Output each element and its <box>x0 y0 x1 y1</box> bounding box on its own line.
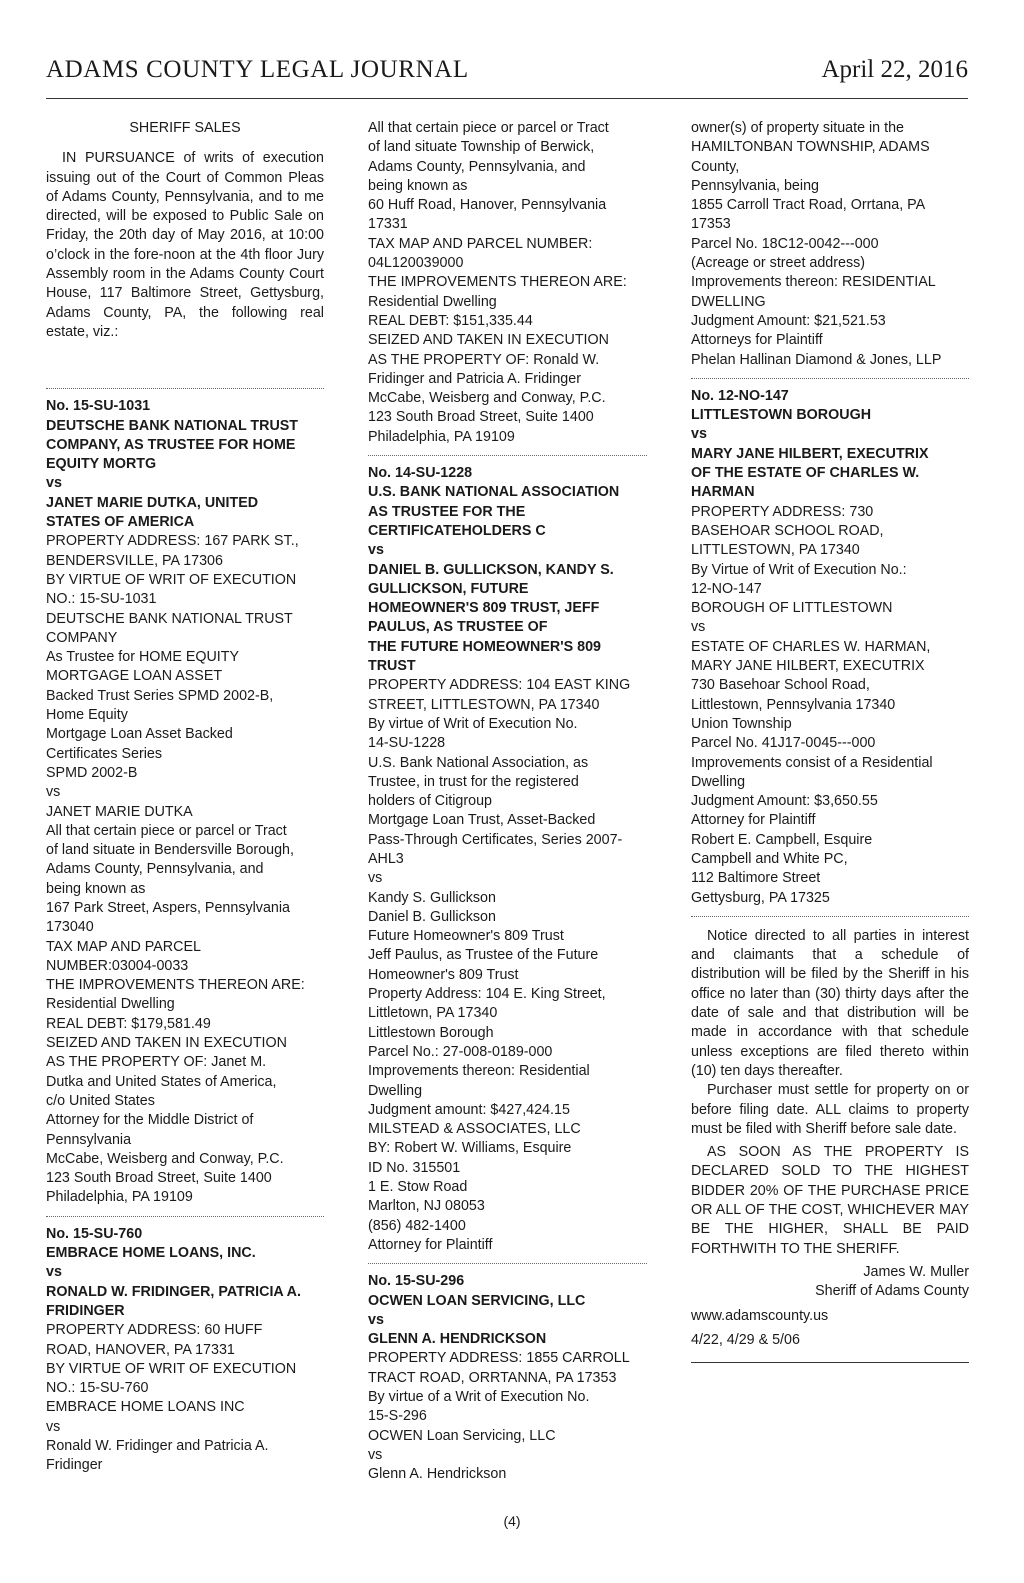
text-line: BY: Robert W. Williams, Esquire <box>368 1140 572 1157</box>
text-line: Dutka and United States of America, <box>46 1073 277 1090</box>
text-line: AS THE PROPERTY OF: Ronald W. <box>368 351 600 368</box>
run-dates: 4/22, 4/29 & 5/06 <box>691 1331 800 1348</box>
intro-paragraph: IN PURSUANCE of writs of execution issuing out of the Court of Common Pleas of Adams County, Pennsylvania, and to me directed, will be exposed to Public Sale on Friday, the 20th day of May 2016, at 10:00 o’clock in the fore-noon at the 4th floor Jury Assembly room in the Adams County Court House, 117 Baltimore Street, Gettysburg, Adams County, PA, the following real estate, viz.: <box>46 150 324 340</box>
text-line: AS THE PROPERTY OF: Janet M. <box>46 1054 267 1071</box>
text-line: 167 Park Street, Aspers, Pennsylvania <box>46 899 290 916</box>
text-line: Philadelphia, PA 19109 <box>368 428 515 445</box>
text-line: As Trustee for HOME EQUITY <box>46 649 240 666</box>
text-line: County, <box>691 158 740 175</box>
text-line: ESTATE OF CHARLES W. HARMAN, <box>691 638 931 655</box>
distribution-notice: Notice directed to all parties in interest and claimants that a schedule of distribution will be filed by the Sheriff in his office no later than (30) thirty days after the date of sale and that distribution will be made in accordance with that schedule unless exceptions are filed thereto within (10) ten days thereafter. <box>691 927 969 1079</box>
text-line: Marlton, NJ 08053 <box>368 1198 485 1215</box>
text-line: vs <box>46 1418 61 1435</box>
text-line: Littletown, PA 17340 <box>368 1005 498 1022</box>
text-line: FRIDINGER <box>46 1302 125 1319</box>
text-line: OCWEN Loan Servicing, LLC <box>368 1427 556 1444</box>
text-line: Improvements thereon: RESIDENTIAL <box>691 274 936 291</box>
text-line: Property Address: 104 E. King Street, <box>368 986 606 1003</box>
text-line: LITTLESTOWN BOROUGH <box>691 407 872 424</box>
text-line: CERTIFICATEHOLDERS C <box>368 522 546 539</box>
text-line: vs <box>368 1311 384 1328</box>
text-line: Pennsylvania <box>46 1131 132 1148</box>
text-line: vs <box>46 475 62 492</box>
text-line: JANET MARIE DUTKA, UNITED <box>46 494 259 511</box>
text-line: holders of Citigroup <box>368 793 492 810</box>
text-line: Judgment amount: $427,424.15 <box>368 1101 570 1118</box>
text-line: Dwelling <box>691 773 746 790</box>
text-line: Kandy S. Gullickson <box>368 889 496 906</box>
text-line: Pass-Through Certificates, Series 2007- <box>368 831 623 848</box>
text-line: MORTGAGE LOAN ASSET <box>46 668 223 685</box>
text-line: Union Township <box>691 715 792 732</box>
text-line: EMBRACE HOME LOANS, INC. <box>46 1245 256 1262</box>
text-line: 17331 <box>368 216 408 233</box>
text-line: Backed Trust Series SPMD 2002-B, <box>46 687 274 704</box>
text-line: Attorneys for Plaintiff <box>691 332 823 349</box>
text-line: 123 South Broad Street, Suite 1400 <box>46 1170 272 1187</box>
text-line: SEIZED AND TAKEN IN EXECUTION <box>368 332 609 349</box>
text-line: STREET, LITTLESTOWN, PA 17340 <box>368 696 600 713</box>
case-body <box>46 1321 324 1475</box>
text-line: MARY JANE HILBERT, EXECUTRIX <box>691 658 925 675</box>
text-line: 17353 <box>691 216 731 233</box>
column-1 <box>46 119 324 1476</box>
text-line: Jeff Paulus, as Trustee of the Future <box>368 947 599 964</box>
text-line: Littlestown Borough <box>368 1024 494 1041</box>
text-line: PROPERTY ADDRESS: 104 EAST KING <box>368 677 631 694</box>
sheriff-name: James W. Muller <box>863 1263 969 1280</box>
text-line: REAL DEBT: $179,581.49 <box>46 1015 211 1032</box>
text-line: Parcel No. 41J17-0045---000 <box>691 735 876 752</box>
text-line: Trustee, in trust for the registered <box>368 773 579 790</box>
text-line: BOROUGH OF LITTLESTOWN <box>691 600 893 617</box>
text-line: Improvements consist of a Residential <box>691 754 933 771</box>
text-line: DEUTSCHE BANK NATIONAL TRUST <box>46 417 299 434</box>
text-line: c/o United States <box>46 1092 155 1109</box>
text-line: U.S. BANK NATIONAL ASSOCIATION <box>368 484 620 501</box>
case-number: No. 15-SU-1031 <box>46 398 151 415</box>
case-title <box>368 483 647 676</box>
text-line: By virtue of Writ of Execution No. <box>368 715 578 732</box>
website: www.adamscounty.us <box>691 1307 829 1324</box>
text-line: EQUITY MORTG <box>46 456 157 473</box>
text-line: PROPERTY ADDRESS: 1855 CARROLL <box>368 1350 630 1367</box>
text-line: TRUST <box>368 658 416 675</box>
text-line: PROPERTY ADDRESS: 167 PARK ST., <box>46 533 299 550</box>
text-line: Residential Dwelling <box>46 996 175 1013</box>
text-line: PROPERTY ADDRESS: 60 HUFF <box>46 1322 263 1339</box>
case-title <box>691 406 969 502</box>
text-line: Home Equity <box>46 707 128 724</box>
text-line: Pennsylvania, being <box>691 177 819 194</box>
text-line: PAULUS, AS TRUSTEE OF <box>368 619 548 636</box>
text-line: Parcel No.: 27-008-0189-000 <box>368 1043 553 1060</box>
text-line: ID No. 315501 <box>368 1159 461 1176</box>
text-line: of land situate in Bendersville Borough, <box>46 842 294 859</box>
text-line: McCabe, Weisberg and Conway, P.C. <box>368 390 606 407</box>
case-body <box>691 119 969 370</box>
text-line: Gettysburg, PA 17325 <box>691 889 830 906</box>
text-line: BENDERSVILLE, PA 17306 <box>46 552 223 569</box>
text-line: THE IMPROVEMENTS THEREON ARE: <box>368 274 627 291</box>
text-line: Glenn A. Hendrickson <box>368 1466 507 1483</box>
sheriff-title: Sheriff of Adams County <box>815 1283 969 1300</box>
text-line: By Virtue of Writ of Execution No.: <box>691 561 907 578</box>
case-body <box>46 532 324 1207</box>
text-line: GULLICKSON, FUTURE <box>368 580 529 597</box>
case-number: No. 15-SU-760 <box>46 1225 143 1242</box>
case-title <box>368 1292 647 1350</box>
text-line: STATES OF AMERICA <box>46 514 195 531</box>
text-line: Phelan Hallinan Diamond & Jones, LLP <box>691 351 942 368</box>
case-number: No. 12-NO-147 <box>691 387 789 404</box>
text-line: Parcel No. 18C12-0042---000 <box>691 235 879 252</box>
text-line: Judgment Amount: $21,521.53 <box>691 312 886 329</box>
text-line: GLENN A. HENDRICKSON <box>368 1331 547 1348</box>
text-line: Improvements thereon: Residential <box>368 1063 590 1080</box>
text-line: 730 Basehoar School Road, <box>691 677 870 694</box>
section-heading: SHERIFF SALES <box>129 120 241 136</box>
text-line: Adams County, Pennsylvania, and <box>46 861 264 878</box>
text-line: AHL3 <box>368 850 404 867</box>
text-line: Fridinger and Patricia A. Fridinger <box>368 370 581 387</box>
text-line: THE FUTURE HOMEOWNER'S 809 <box>368 638 601 655</box>
text-line: 1 E. Stow Road <box>368 1179 468 1196</box>
text-line: OF THE ESTATE OF CHARLES W. <box>691 465 920 482</box>
text-line: Ronald W. Fridinger and Patricia A. <box>46 1438 269 1454</box>
text-line: JANET MARIE DUTKA <box>46 803 193 820</box>
text-line: AS TRUSTEE FOR THE <box>368 503 526 520</box>
text-line: EMBRACE HOME LOANS INC <box>46 1399 245 1416</box>
text-line: HAMILTONBAN TOWNSHIP, ADAMS <box>691 139 930 156</box>
page-header <box>46 56 968 99</box>
text-line: vs <box>46 1264 62 1281</box>
text-line: being known as <box>46 880 146 897</box>
text-line: vs <box>368 1446 383 1463</box>
text-line: OCWEN LOAN SERVICING, LLC <box>368 1292 586 1309</box>
text-line: HARMAN <box>691 484 755 501</box>
text-line: 60 Huff Road, Hanover, Pennsylvania <box>368 197 607 214</box>
text-line: Littlestown, Pennsylvania 17340 <box>691 696 896 713</box>
text-line: Attorney for Plaintiff <box>368 1236 493 1253</box>
text-line: (856) 482-1400 <box>368 1217 466 1234</box>
text-line: TRACT ROAD, ORRTANNA, PA 17353 <box>368 1369 617 1386</box>
text-line: Certificates Series <box>46 745 163 762</box>
text-line: 123 South Broad Street, Suite 1400 <box>368 409 594 426</box>
text-line: SEIZED AND TAKEN IN EXECUTION <box>46 1035 287 1052</box>
text-line: 173040 <box>46 919 94 936</box>
text-line: NUMBER:03004-0033 <box>46 957 189 974</box>
text-line: DANIEL B. GULLICKSON, KANDY S. <box>368 561 614 578</box>
text-line: TAX MAP AND PARCEL NUMBER: <box>368 235 593 252</box>
issue-date: April 22, 2016 <box>821 56 968 83</box>
text-line: Attorney for the Middle District of <box>46 1112 254 1129</box>
text-line: COMPANY <box>46 629 118 646</box>
text-line: Mortgage Loan Trust, Asset-Backed <box>368 812 596 829</box>
text-line: owner(s) of property situate in the <box>691 120 904 136</box>
text-line: Adams County, Pennsylvania, and <box>368 158 586 175</box>
text-line: All that certain piece or parcel or Tract <box>368 120 609 136</box>
text-line: MILSTEAD & ASSOCIATES, LLC <box>368 1121 581 1138</box>
text-line: 1855 Carroll Tract Road, Orrtana, PA <box>691 197 926 214</box>
column-3 <box>691 119 969 1363</box>
text-line: Mortgage Loan Asset Backed <box>46 726 233 743</box>
page-number: (4) <box>503 1513 521 1529</box>
case-title <box>46 417 324 533</box>
payment-notice: AS SOON AS THE PROPERTY IS DECLARED SOLD TO THE HIGHEST BIDDER 20% OF THE PURCHASE PRICE OR ALL OF THE COST, WHICHEVER MAY BE THE HIGHER, SHALL BE PAID FORTHWITH TO THE SHERIFF. <box>691 1144 969 1257</box>
text-line: (Acreage or street address) <box>691 255 866 272</box>
case-number: No. 14-SU-1228 <box>368 465 473 482</box>
text-line: Daniel B. Gullickson <box>368 908 496 925</box>
settlement-notice: Purchaser must settle for property on or before filing date. ALL claims to property must be filed with Sheriff before sale date. <box>691 1082 969 1137</box>
text-line: PROPERTY ADDRESS: 730 <box>691 503 874 520</box>
text-line: Philadelphia, PA 19109 <box>46 1189 193 1206</box>
text-line: DEUTSCHE BANK NATIONAL TRUST <box>46 610 293 627</box>
text-line: By virtue of a Writ of Execution No. <box>368 1389 590 1405</box>
text-line: 04L120039000 <box>368 255 464 272</box>
text-line: 14-SU-1228 <box>368 735 446 752</box>
case-body <box>691 503 969 908</box>
text-line: 15-S-296 <box>368 1408 427 1425</box>
text-line: Dwelling <box>368 1082 423 1099</box>
case-body <box>368 1349 647 1484</box>
text-line: REAL DEBT: $151,335.44 <box>368 312 533 329</box>
text-line: 112 Baltimore Street <box>691 870 821 887</box>
text-line: BASEHOAR SCHOOL ROAD, <box>691 522 884 539</box>
text-line: Campbell and White PC, <box>691 850 848 867</box>
text-line: All that certain piece or parcel or Tract <box>46 822 287 839</box>
text-line: being known as <box>368 177 468 194</box>
text-line: Attorney for Plaintiff <box>691 812 816 829</box>
text-line: 12-NO-147 <box>691 580 762 597</box>
text-line: DWELLING <box>691 293 766 310</box>
text-line: Future Homeowner's 809 Trust <box>368 928 564 945</box>
case-body <box>368 676 647 1255</box>
text-line: BY VIRTUE OF WRIT OF EXECUTION <box>46 1360 297 1377</box>
journal-title: ADAMS COUNTY LEGAL JOURNAL <box>46 56 469 83</box>
end-rule <box>691 1362 969 1363</box>
text-line: NO.: 15-SU-1031 <box>46 591 157 608</box>
text-line: vs <box>691 619 706 636</box>
text-line: ROAD, HANOVER, PA 17331 <box>46 1341 235 1358</box>
text-line: Robert E. Campbell, Esquire <box>691 831 873 848</box>
text-line: Judgment Amount: $3,650.55 <box>691 793 878 810</box>
text-line: Homeowner's 809 Trust <box>368 966 519 983</box>
case-title <box>46 1244 324 1321</box>
case-number: No. 15-SU-296 <box>368 1273 465 1290</box>
text-line: NO.: 15-SU-760 <box>46 1380 149 1397</box>
text-line: McCabe, Weisberg and Conway, P.C. <box>46 1150 284 1167</box>
text-line: Residential Dwelling <box>368 293 497 310</box>
text-line: HOMEOWNER'S 809 TRUST, JEFF <box>368 600 600 617</box>
text-line: THE IMPROVEMENTS THEREON ARE: <box>46 977 305 994</box>
case-body <box>368 119 647 447</box>
text-line: vs <box>691 426 707 443</box>
column-2 <box>368 119 647 1484</box>
text-line: RONALD W. FRIDINGER, PATRICIA A. <box>46 1283 301 1300</box>
text-line: vs <box>368 870 383 887</box>
text-line: SPMD 2002-B <box>46 764 138 781</box>
text-line: LITTLESTOWN, PA 17340 <box>691 542 860 559</box>
text-line: vs <box>368 542 384 559</box>
text-line: BY VIRTUE OF WRIT OF EXECUTION <box>46 571 297 588</box>
text-line: MARY JANE HILBERT, EXECUTRIX <box>691 445 929 462</box>
text-line: of land situate Township of Berwick, <box>368 139 595 156</box>
text-line: COMPANY, AS TRUSTEE FOR HOME <box>46 436 296 453</box>
text-line: vs <box>46 784 61 801</box>
text-line: TAX MAP AND PARCEL <box>46 938 201 955</box>
text-line: U.S. Bank National Association, as <box>368 754 589 771</box>
text-line: Fridinger <box>46 1457 103 1474</box>
